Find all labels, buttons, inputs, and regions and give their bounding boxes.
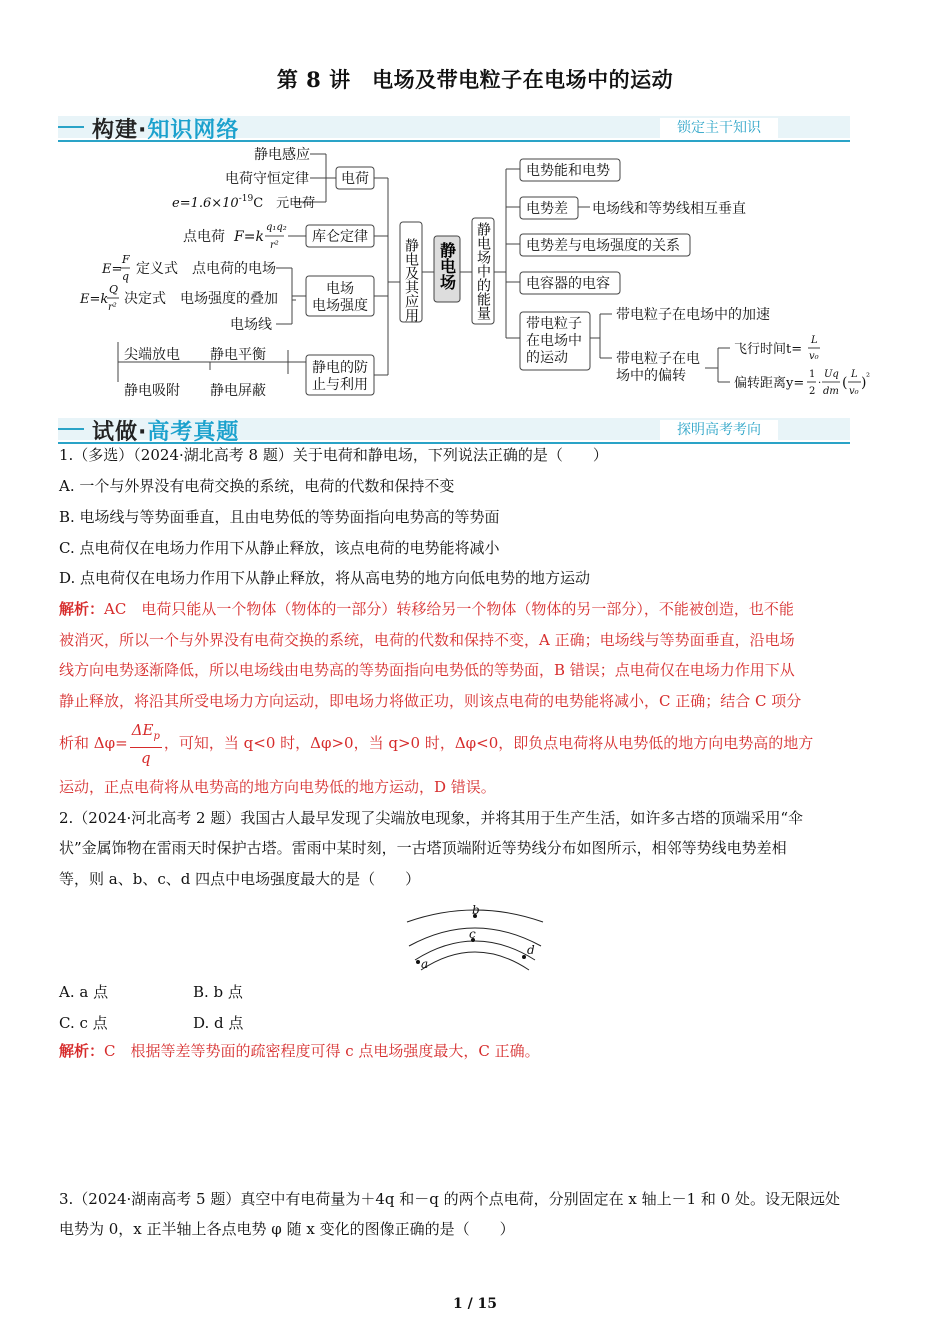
- map-field-def-formula: E=: [102, 262, 123, 277]
- section-header-prefix: 构建·: [92, 118, 148, 143]
- fraction-subscript: p: [153, 731, 160, 742]
- section-tag: 探明高考考向: [660, 420, 778, 440]
- map-node-protection-2: 止与利用: [312, 377, 368, 393]
- section-header-knowledge: [58, 116, 850, 143]
- question-2-option-a: A. a 点: [59, 983, 109, 1001]
- question-1-option-c: C. 点电荷仅在电场力作用下从静止释放，该点电荷的电势能将减小: [59, 539, 500, 557]
- map-defl-n3: L: [851, 369, 858, 380]
- map-coulomb-formula: F=k: [234, 229, 264, 245]
- map-field-def-den: q: [122, 270, 130, 283]
- knowledge-map: [70, 142, 870, 404]
- question-1-answer-line-6: 运动，正点电荷将从电势高的地方向电势低的地方运动，D 错误。: [59, 778, 496, 796]
- question-2-option-b: B. b 点: [193, 983, 243, 1001]
- map-node-motion-3: 的运动: [526, 350, 568, 366]
- map-node-adsorption: 静电吸附: [124, 383, 180, 399]
- answer-fraction: [130, 720, 162, 768]
- question-3-line-2: 电势为 0，x 正半轴上各点电势 φ 随 x 变化的图像正确的是（ ）: [59, 1220, 515, 1238]
- map-node-deflection-1: 带电粒子在电: [616, 351, 700, 367]
- question-1-option-b: B. 电场线与等势面垂直，且由电势低的等势面指向电势高的等势面: [59, 508, 500, 526]
- question-2-line-3: 等，则 a、b、c、d 四点中电场强度最大的是（ ）: [59, 870, 421, 888]
- section-header-exam: [58, 418, 850, 445]
- map-node-acceleration: 带电粒子在电场中的加速: [616, 307, 770, 323]
- map-defl-d3: v₀: [849, 386, 859, 397]
- map-defl-n1: 1: [809, 369, 816, 380]
- map-coulomb-den: r²: [270, 240, 279, 251]
- question-2-line-1: 2.（2024·河北高考 2 题）我国古人最早发现了尖端放电现象，并将其用于生产生活，如许多古塔的顶端采用“伞: [59, 809, 804, 827]
- map-field-point-num: Q: [109, 283, 119, 296]
- map-node-center: 静电场: [437, 242, 457, 290]
- question-2-line-2: 状”金属饰物在雷雨天时保护古塔。雷雨中某时刻，一古塔顶端附近等势线分布如图所示，相邻等势线电势差相: [59, 839, 787, 857]
- map-node-motion-1: 带电粒子: [526, 316, 582, 332]
- map-node-charge: 电荷: [341, 171, 369, 187]
- map-node-conservation: 电荷守恒定律: [225, 171, 309, 187]
- map-node-field-strength: 电场强度: [312, 298, 368, 314]
- map-node-flight-time: 飞行时间t=: [734, 342, 803, 357]
- answer-text: C 根据等差等势面的疏密程度可得 c 点电场强度最大，C 正确。: [104, 1042, 540, 1060]
- answer-text: 析和 Δφ=: [59, 734, 128, 752]
- section-tag: 锁定主干知识: [660, 118, 778, 138]
- map-coulomb-num: q₁q₂: [266, 222, 287, 233]
- point-b-label: b: [472, 903, 480, 917]
- map-flight-num: L: [811, 335, 818, 346]
- answer-text: ，可知，当 q<0 时，Δφ>0，当 q>0 时，Δφ<0，即负点电荷将从电势低的地方向电势高的地方: [163, 734, 814, 752]
- svg-text:(: (: [842, 375, 848, 391]
- section-header-prefix: 试做·: [92, 420, 148, 445]
- question-1-stem: 1.（多选）（2024·湖北高考 8 题）关于电荷和静电场，下列说法正确的是（ ）: [59, 446, 608, 464]
- map-node-induction: 静电感应: [254, 147, 310, 163]
- answer-label: 解析：: [59, 600, 105, 618]
- map-node-point-charge: 点电荷: [183, 229, 225, 245]
- question-2-option-d: D. d 点: [193, 1014, 244, 1032]
- svg-text:): ): [861, 375, 867, 391]
- question-1-answer-line-1: [59, 594, 889, 624]
- map-field-def-num: F: [122, 253, 130, 266]
- map-node-protection-1: 静电的防: [312, 360, 368, 376]
- question-1-option-d: D. 点电荷仅在电场力作用下从静止释放，将从高电势的地方向低电势的地方运动: [59, 569, 591, 587]
- question-2-option-c: C. c 点: [59, 1014, 108, 1032]
- question-2-answer: [59, 1036, 889, 1066]
- map-defl-d2: dm: [823, 386, 839, 397]
- map-node-energy: 静电场中的能量: [475, 222, 491, 320]
- map-field-point-formula: E=k: [80, 292, 109, 307]
- map-node-relation: 电势差与电场强度的关系: [526, 238, 680, 254]
- map-node-deflection-distance: 偏转距离y=: [734, 376, 805, 391]
- map-node-field: 电场: [326, 281, 354, 297]
- fraction-denominator: q: [140, 749, 151, 767]
- map-defl-d1: 2: [809, 386, 816, 397]
- section-header-title: 高考真题: [147, 420, 240, 445]
- map-node-deflection-2: 场中的偏转: [616, 368, 686, 384]
- svg-text:·: ·: [818, 378, 822, 389]
- question-1-option-a: A. 一个与外界没有电荷交换的系统，电荷的代数和保持不变: [59, 477, 455, 495]
- point-d-marker: [522, 955, 526, 959]
- map-node-capacitance: 电容器的电容: [526, 276, 610, 292]
- equipotential-figure: [405, 900, 545, 972]
- question-1-answer-line-5: [59, 719, 889, 768]
- map-node-equilibrium: 静电平衡: [210, 347, 266, 363]
- map-node-applications: 静电及其应用: [403, 238, 419, 322]
- point-a-label: a: [421, 957, 429, 971]
- point-c-label: c: [469, 927, 476, 941]
- fraction-numerator: ΔE: [131, 721, 154, 739]
- map-defl-n2: Uq: [824, 369, 839, 380]
- question-1-answer-line-3: 线方向电势逐渐降低，所以电场线由电势高的等势面指向电势低的等势面，B 错误；点电荷仅在电场力作用下从: [59, 661, 795, 679]
- question-1-answer-line-2: 被消灭，所以一个与外界没有电荷交换的系统，电荷的代数和保持不变，A 正确；电场线与等势面垂直，沿电场: [59, 631, 795, 649]
- map-node-perpendicular: 电场线和等势线相互垂直: [592, 201, 746, 217]
- map-node-field-lines: 电场线: [230, 317, 272, 333]
- map-node-determining: 决定式 电场强度的叠加: [124, 291, 278, 307]
- map-node-potential-energy: 电势能和电势: [526, 163, 610, 179]
- point-d-label: d: [527, 943, 535, 957]
- page-number: 1 / 15: [452, 1296, 498, 1312]
- map-node-elementary-charge: $e=1.6\times 10^{-19}C$ 元电荷: [172, 194, 316, 211]
- question-3-line-1: 3.（2024·湖南高考 5 题）真空中有电荷量为＋4q 和－q 的两个点电荷，分别固定在 x 轴上－1 和 0 处。设无限远处: [59, 1190, 841, 1208]
- answer-text: AC 电荷只能从一个物体（物体的一部分）转移给另一个物体（物体的另一部分），不能被创造，也不能: [104, 600, 794, 618]
- map-node-shielding: 静电屏蔽: [210, 383, 266, 399]
- map-node-definition: 定义式 点电荷的电场: [136, 261, 276, 277]
- map-node-potential-difference: 电势差: [526, 201, 568, 217]
- question-1-answer-line-4: 静止释放，将沿其所受电场力方向运动，即电场力将做正功，则该点电荷的电势能将减小，C 正确；结合 C 项分: [59, 692, 802, 710]
- map-node-motion-2: 在电场中: [526, 333, 582, 349]
- answer-label: 解析：: [59, 1042, 105, 1060]
- section-header-title: 知识网络: [147, 118, 240, 143]
- map-node-point-discharge: 尖端放电: [124, 347, 180, 363]
- map-field-point-den: r²: [108, 302, 117, 313]
- point-a-marker: [416, 960, 420, 964]
- page-title: 第 8 讲 电场及带电粒子在电场中的运动: [276, 67, 674, 92]
- map-flight-den: v₀: [809, 351, 819, 362]
- map-node-coulomb-law: 库仑定律: [312, 229, 368, 245]
- map-defl-sq: ²: [866, 372, 870, 383]
